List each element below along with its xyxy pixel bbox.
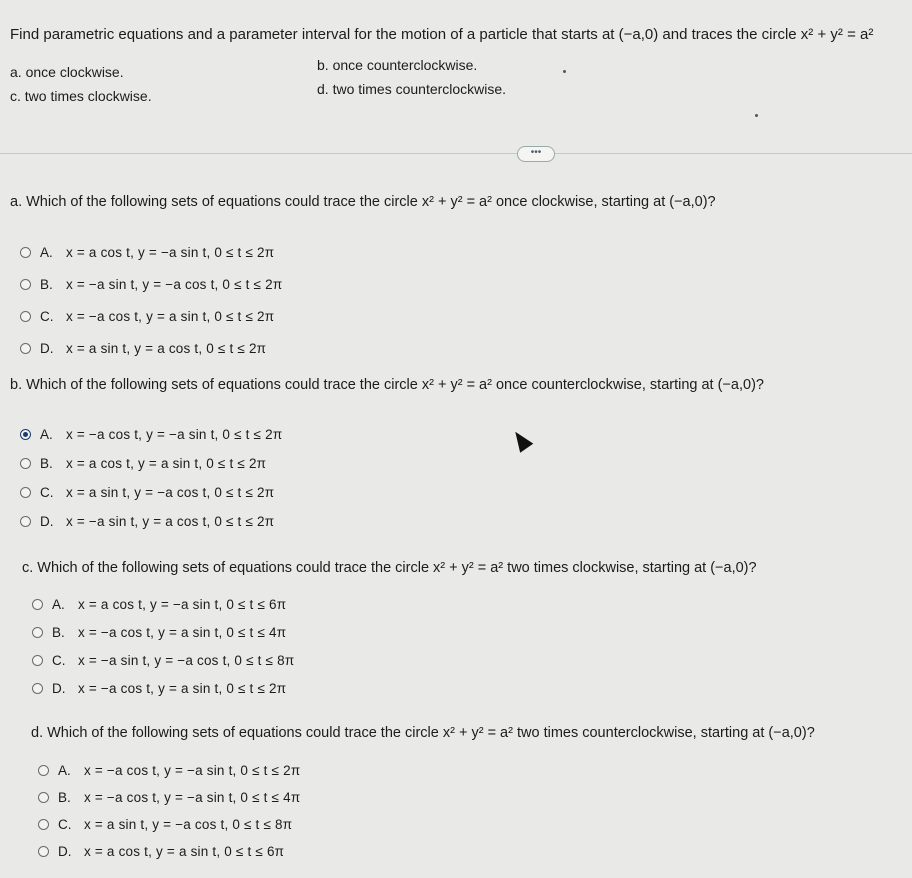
question-d-choice-c[interactable] (38, 814, 292, 834)
choice-letter: B. (40, 276, 53, 292)
choice-text: x = a sin t, y = −a cos t, 0 ≤ t ≤ 8π (84, 816, 293, 832)
expand-more-button[interactable]: ••• (517, 146, 555, 162)
radio-button[interactable] (20, 311, 31, 322)
choice-text: x = a cos t, y = −a sin t, 0 ≤ t ≤ 6π (78, 596, 287, 612)
choice-letter: C. (52, 652, 66, 668)
decorative-dot (563, 70, 566, 73)
question-d-choice-d[interactable] (38, 841, 284, 861)
radio-button[interactable] (20, 516, 31, 527)
choice-text: x = −a cos t, y = −a sin t, 0 ≤ t ≤ 2π (84, 762, 301, 778)
choice-letter: C. (40, 484, 54, 500)
task-c: c. two times clockwise. (10, 88, 152, 104)
choice-letter: A. (52, 596, 65, 612)
choice-text: x = a sin t, y = a cos t, 0 ≤ t ≤ 2π (66, 340, 267, 356)
choice-letter: A. (40, 244, 53, 260)
radio-button[interactable] (32, 599, 43, 610)
radio-button[interactable] (20, 279, 31, 290)
radio-button[interactable] (20, 343, 31, 354)
radio-button-selected[interactable] (20, 429, 31, 440)
choice-letter: B. (40, 455, 53, 471)
radio-button[interactable] (38, 792, 49, 803)
question-c-prompt: c. Which of the following sets of equations could trace the circle x² + y² = a² two times clockwise, starting at (−a,0)? (22, 560, 757, 576)
choice-text: x = −a cos t, y = a sin t, 0 ≤ t ≤ 2π (66, 308, 275, 324)
choice-letter: D. (52, 680, 66, 696)
question-a-prompt: a. Which of the following sets of equations could trace the circle x² + y² = a² once clockwise, starting at (−a,0)? (10, 194, 716, 210)
choice-letter: D. (58, 843, 72, 859)
choice-text: x = a sin t, y = −a cos t, 0 ≤ t ≤ 2π (66, 484, 275, 500)
task-b: b. once counterclockwise. (317, 57, 478, 73)
choice-letter: C. (40, 308, 54, 324)
question-a-choice-d[interactable] (20, 338, 266, 358)
question-c-choice-d[interactable] (32, 678, 286, 698)
choice-letter: C. (58, 816, 72, 832)
choice-text: x = −a sin t, y = a cos t, 0 ≤ t ≤ 2π (66, 513, 275, 529)
section-divider (0, 153, 912, 154)
task-a: a. once clockwise. (10, 64, 124, 80)
radio-button[interactable] (38, 819, 49, 830)
choice-letter: A. (40, 426, 53, 442)
radio-button[interactable] (32, 683, 43, 694)
question-b-choice-c[interactable] (20, 482, 274, 502)
task-d: d. two times counterclockwise. (317, 81, 507, 97)
radio-button[interactable] (32, 627, 43, 638)
question-a-choice-b[interactable] (20, 274, 282, 294)
question-c-choice-a[interactable] (32, 594, 286, 614)
radio-button[interactable] (38, 765, 49, 776)
choice-text: x = a cos t, y = a sin t, 0 ≤ t ≤ 2π (66, 455, 267, 471)
choice-letter: B. (52, 624, 65, 640)
question-c-choice-c[interactable] (32, 650, 294, 670)
radio-button[interactable] (32, 655, 43, 666)
radio-button[interactable] (20, 487, 31, 498)
question-b-choice-d[interactable] (20, 511, 274, 531)
question-b-choice-b[interactable] (20, 453, 266, 473)
choice-text: x = −a cos t, y = a sin t, 0 ≤ t ≤ 2π (78, 680, 287, 696)
question-c-choice-b[interactable] (32, 622, 286, 642)
radio-button[interactable] (38, 846, 49, 857)
choice-letter: D. (40, 340, 54, 356)
choice-letter: B. (58, 789, 71, 805)
choice-text: x = a cos t, y = a sin t, 0 ≤ t ≤ 6π (84, 843, 285, 859)
choice-text: x = −a sin t, y = −a cos t, 0 ≤ t ≤ 2π (66, 276, 283, 292)
question-d-choice-b[interactable] (38, 787, 300, 807)
radio-button[interactable] (20, 247, 31, 258)
question-d-prompt: d. Which of the following sets of equations could trace the circle x² + y² = a² two times counterclockwise, starting at (−a,0)? (31, 725, 815, 741)
problem-statement: Find parametric equations and a parameter interval for the motion of a particle that starts at (−a,0) and traces the circle x² + y² = a² (10, 26, 874, 43)
choice-letter: A. (58, 762, 71, 778)
choice-text: x = −a cos t, y = −a sin t, 0 ≤ t ≤ 2π (66, 426, 283, 442)
choice-text: x = −a sin t, y = −a cos t, 0 ≤ t ≤ 8π (78, 652, 295, 668)
question-a-choice-a[interactable] (20, 242, 274, 262)
choice-letter: D. (40, 513, 54, 529)
radio-button[interactable] (20, 458, 31, 469)
question-a-choice-c[interactable] (20, 306, 274, 326)
choice-text: x = a cos t, y = −a sin t, 0 ≤ t ≤ 2π (66, 244, 275, 260)
question-b-prompt: b. Which of the following sets of equations could trace the circle x² + y² = a² once counterclockwise, starting at (−a,0)? (10, 377, 764, 393)
choice-text: x = −a cos t, y = a sin t, 0 ≤ t ≤ 4π (78, 624, 287, 640)
mouse-cursor-icon (509, 427, 534, 453)
question-b-choice-a[interactable] (20, 424, 282, 444)
question-d-choice-a[interactable] (38, 760, 300, 780)
choice-text: x = −a cos t, y = −a sin t, 0 ≤ t ≤ 4π (84, 789, 301, 805)
decorative-dot (755, 114, 758, 117)
